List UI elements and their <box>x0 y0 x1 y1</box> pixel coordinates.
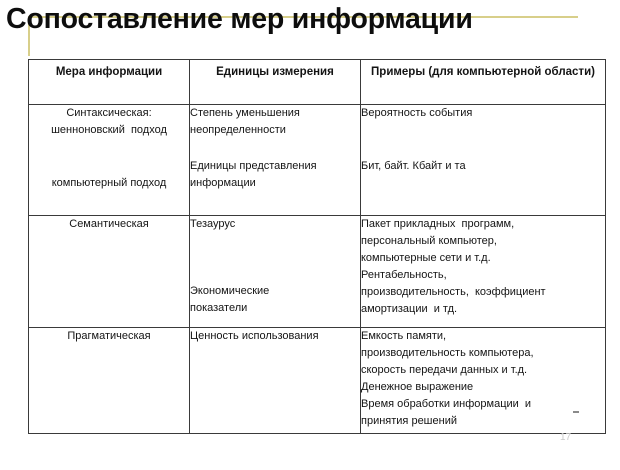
cell-examples-semantic <box>361 216 606 328</box>
measure-line: шенноновский подход <box>51 124 167 136</box>
units-line: Тезаурус <box>190 218 236 230</box>
example-line: амортизации и тд. <box>361 303 458 315</box>
information-measures-table <box>28 59 606 434</box>
example-line: производительность компьютера, <box>361 347 534 359</box>
column-header-examples: Примеры (для компьютерной области) <box>361 60 606 105</box>
table-row <box>29 328 606 434</box>
example-line: принятия решений <box>361 415 457 427</box>
cell-examples-pragmatic <box>361 328 606 434</box>
example-line: Емкость памяти, <box>361 330 447 342</box>
units-line: Экономические <box>190 285 270 297</box>
measure-line: Синтаксическая: <box>66 107 152 119</box>
column-header-units: Единицы измерения <box>190 60 361 105</box>
page-number: 17 <box>560 432 572 443</box>
column-header-measure: Мера информации <box>29 60 190 105</box>
measure-line: компьютерный подход <box>51 177 167 189</box>
cell-measure-pragmatic <box>29 328 190 434</box>
measure-line: Семантическая <box>69 218 149 230</box>
example-line: Рентабельность, <box>361 269 447 281</box>
example-line: производительность, коэффициент <box>361 286 546 298</box>
units-line: информации <box>190 177 256 189</box>
cell-measure-syntactic <box>29 105 190 216</box>
example-line: скорость передачи данных и т.д. <box>361 364 528 376</box>
units-line: Ценность использования <box>190 330 319 342</box>
units-line: Степень уменьшения <box>190 107 300 119</box>
units-line: Единицы представления <box>190 160 317 172</box>
units-line: неопределенности <box>190 124 286 136</box>
cell-units-pragmatic <box>190 328 361 434</box>
example-line: Бит, байт. Кбайт и та <box>361 160 466 172</box>
units-line: показатели <box>190 302 248 314</box>
example-line: персональный компьютер, <box>361 235 497 247</box>
cell-measure-semantic <box>29 216 190 328</box>
cell-units-semantic <box>190 216 361 328</box>
table-row <box>29 216 606 328</box>
example-line: Пакет прикладных программ, <box>361 218 515 230</box>
slide-title: Сопоставление мер информации <box>6 3 473 35</box>
table-header-row <box>29 60 606 105</box>
cell-units-syntactic <box>190 105 361 216</box>
example-line: компьютерные сети и т.д. <box>361 252 491 264</box>
measure-line: Прагматическая <box>67 330 151 342</box>
border-tick-mark <box>573 411 579 413</box>
example-line: Вероятность события <box>361 107 473 119</box>
example-line: Время обработки информации и <box>361 398 532 410</box>
cell-examples-syntactic <box>361 105 606 216</box>
example-line: Денежное выражение <box>361 381 474 393</box>
table-row <box>29 105 606 216</box>
